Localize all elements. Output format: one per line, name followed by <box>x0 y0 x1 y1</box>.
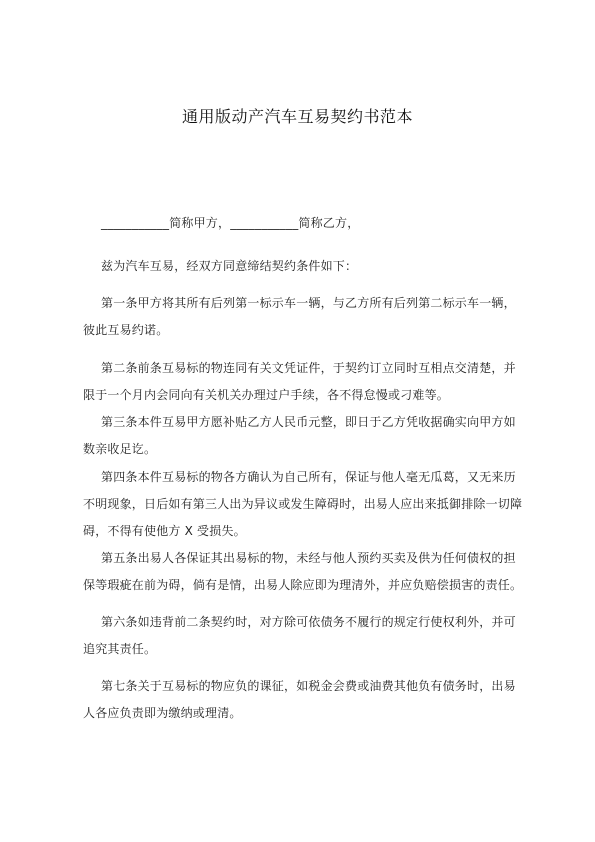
article-2: 第二条前条互易标的物连同有关文凭证件，于契约订立同时互相点交清楚，并限于一个月内会同向有关机关办理过户手续，各不得怠慢或刁难等。 <box>83 361 516 402</box>
article-7: 第七条关于互易标的物应负的课征，如税金会费或油费其他负有债务时，出易人各应负责即为缴纳或理清。 <box>83 679 516 720</box>
article-3: 第三条本件互易甲方愿补贴乙方人民币元整，即日于乙方凭收据确实向甲方如数亲收足讫。 <box>83 415 516 456</box>
article-4: 第四条本件互易标的物各方确认为自己所有，保证与他人毫无瓜葛，又无来历不明现象，日后如有第三人出为异议或发生障碍时，出易人应出来抵御排除一切障碍，不得有使他方 X 受损失。 <box>83 470 523 538</box>
intro-paragraph: 兹为汽车互易，经双方同意缔结契约条件如下： <box>101 259 358 273</box>
article-6: 第六条如违背前二条契约时，对方除可依债务不履行的规定行使权利外，并可追究其责任。 <box>83 615 516 656</box>
document-title: 通用版动产汽车互易契约书范本 <box>181 107 413 126</box>
parties-line: ___________简称甲方，___________简称乙方， <box>101 216 360 230</box>
article-1: 第一条甲方将其所有后列第一标示车一辆，与乙方所有后列第二标示车一辆，彼此互易约诺。 <box>83 296 516 337</box>
article-5: 第五条出易人各保证其出易标的物，未经与他人预约买卖及供为任何债权的担保等瑕疵在前为碍，倘有是情，出易人除应即为理清外，并应负赔偿损害的责任。 <box>83 551 523 592</box>
